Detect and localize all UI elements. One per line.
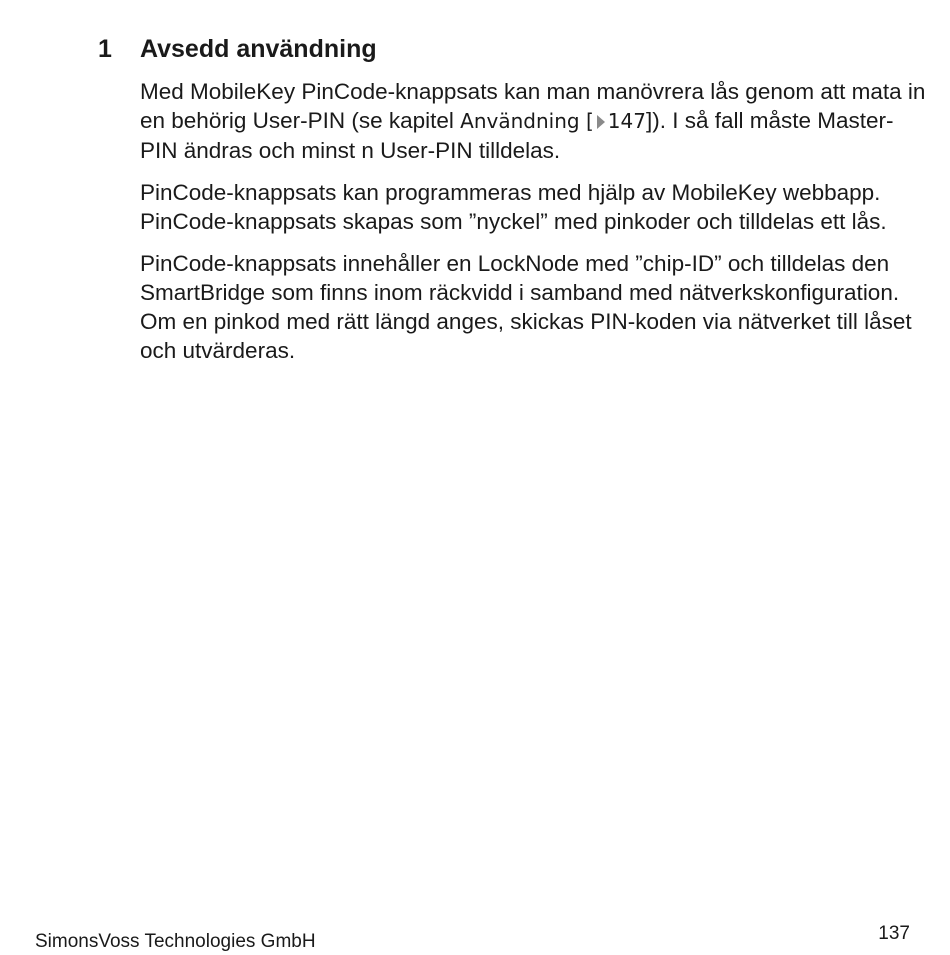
reference-page: 147 <box>607 109 646 133</box>
page-reference-arrow-icon <box>597 115 605 129</box>
section-body <box>140 77 930 378</box>
paragraph-1 <box>140 77 930 165</box>
section-title: Avsedd användning <box>140 35 377 63</box>
footer-company-name: SimonsVoss Technologies GmbH <box>35 931 316 952</box>
paragraph-1-text-start: Med MobileKey PinCode-knappsats kan man manövrera lås genom att mata in en behörig User-PIN (se kapitel <box>140 79 926 133</box>
page-number: 137 <box>878 923 910 944</box>
reference-title: Användning <box>460 109 580 133</box>
section-number: 1 <box>98 35 112 63</box>
section-heading <box>98 32 377 66</box>
reference-bracket: [ <box>585 109 594 133</box>
chapter-cross-reference[interactable] <box>460 109 646 133</box>
paragraph-3: PinCode-knappsats innehåller en LockNode med ”chip-ID” och tilldelas den SmartBridge som finns inom räckvidd i samband med nätverkskonfiguration. Om en pinkod med rätt längd anges, skickas PIN-koden via nätverket till låset och utvärderas. <box>140 251 912 363</box>
paragraph-1-text-end: ]). I så fall måste Master-PIN ändras och minst n User-PIN tilldelas. <box>140 108 894 163</box>
paragraph-2: PinCode-knappsats kan programmeras med hjälp av MobileKey webbapp. PinCode-knappsats skapas som ”nyckel” med pinkoder och tilldelas ett lås. <box>140 180 887 234</box>
